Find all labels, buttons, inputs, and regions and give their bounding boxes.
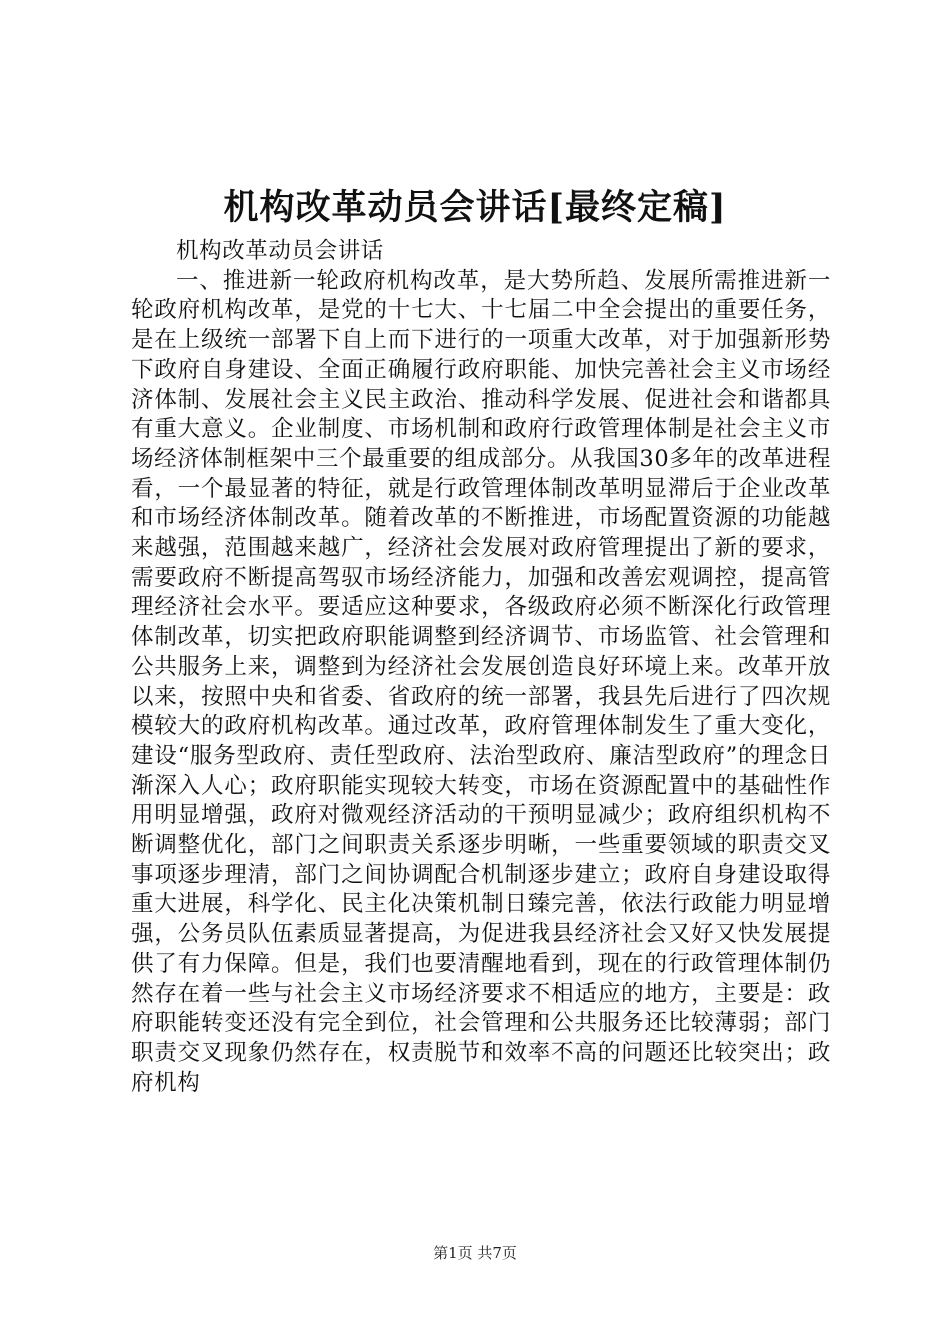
document-body	[131, 237, 831, 1098]
body-paragraph: 一、推进新一轮政府机构改革，是大势所趋、发展所需推进新一轮政府机构改革，是党的十七大、十七届二中全会提出的重要任务，是在上级统一部署下自上而下进行的一项重大改革，对于加强新形势下政府自身建设、全面正确履行政府职能、加快完善社会主义市场经济体制、发展社会主义民主政治、推动科学发展、促进社会和谐都具有重大意义。企业制度、市场机制和政府行政管理体制是社会主义市场经济体制框架中三个最重要的组成部分。从我国30多年的改革进程看，一个最显著的特征，就是行政管理体制改革明显滞后于企业改革和市场经济体制改革。随着改革的不断推进，市场配置资源的功能越来越强，范围越来越广，经济社会发展对政府管理提出了新的要求，需要政府不断提高驾驭市场经济能力，加强和改善宏观调控，提高管理经济社会水平。要适应这种要求，各级政府必须不断深化行政管理体制改革，切实把政府职能调整到经济调节、市场监管、社会管理和公共服务上来，调整到为经济社会发展创造良好环境上来。改革开放以来，按照中央和省委、省政府的统一部署，我县先后进行了四次规模较大的政府机构改革。通过改革，政府管理体制发生了重大变化，建设“服务型政府、责任型政府、法治型政府、廉洁型政府”的理念日渐深入人心；政府职能实现较大转变，市场在资源配置中的基础性作用明显增强，政府对微观经济活动的干预明显减少；政府组织机构不断调整优化，部门之间职责关系逐步明晰，一些重要领域的职责交叉事项逐步理清，部门之间协调配合机制逐步建立；政府自身建设取得重大进展，科学化、民主化决策机制日臻完善，依法行政能力明显增强，公务员队伍素质显著提高，为促进我县经济社会又好又快发展提供了有力保障。但是，我们也要清醒地看到，现在的行政管理体制仍然存在着一些与社会主义市场经济要求不相适应的地方，主要是：政府职能转变还没有完全到位，社会管理和公共服务还比较薄弱；部门职责交叉现象仍然存在，权责脱节和效率不高的问题还比较突出；政府机构	[131, 267, 831, 1096]
page-footer: 第1页 共7页	[433, 1244, 517, 1262]
document-subtitle: 机构改革动员会讲话	[176, 238, 384, 264]
document-title: 机构改革动员会讲话[最终定稿]	[223, 187, 727, 228]
